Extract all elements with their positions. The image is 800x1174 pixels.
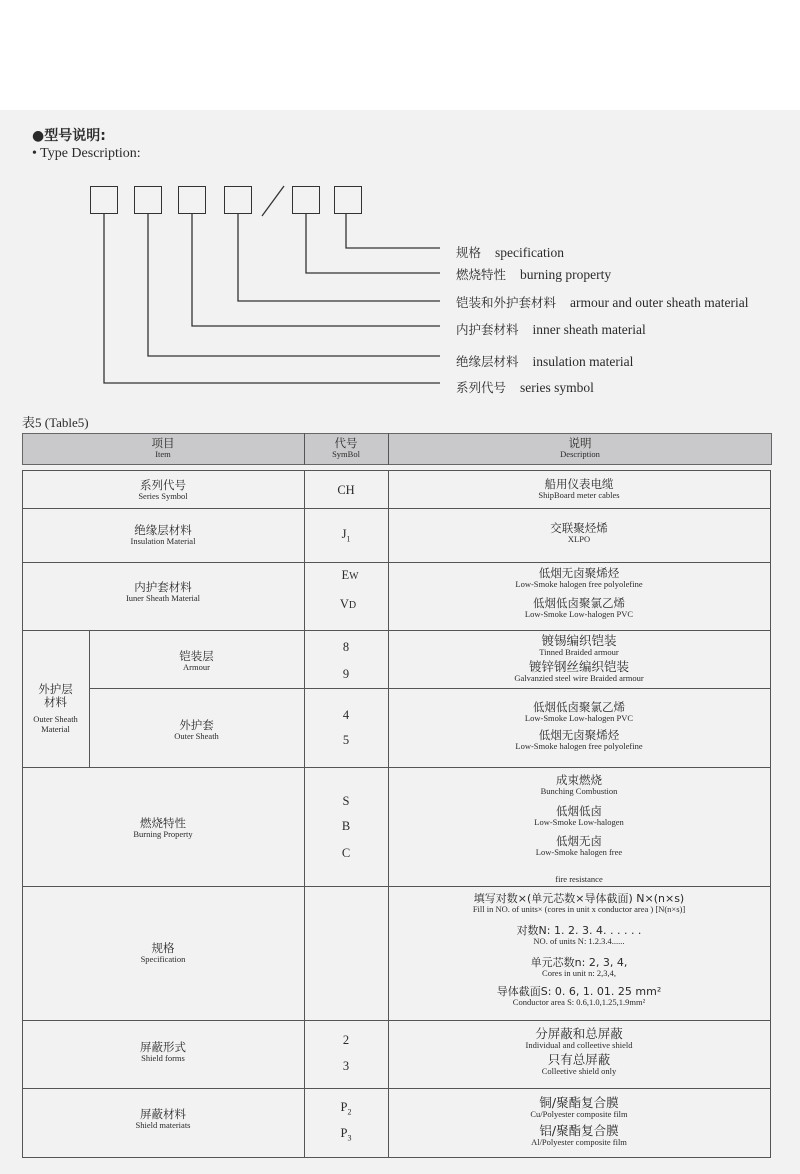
row-burning-desc-2: 低烟低卤 Low-Smoke Low-halogen	[534, 804, 624, 827]
row-spec-item: 规格 Specification	[140, 941, 186, 965]
row-burning-desc-3: 低烟无卤 Low-Smoke halogen free	[535, 834, 623, 857]
header-item: 项目 Item	[151, 436, 175, 460]
row-series-desc: 船用仪表电缆 ShipBoard meter cables	[538, 477, 620, 500]
row-spec-line-1: 填写对数×(单元芯数×导体截面) N×(n×s) Fill in NO. of units× (cores in unit x conductor area ) [N(n×s)]	[472, 892, 686, 915]
row-sheath-item: 外护套 Outer Sheath	[174, 718, 219, 742]
row-insulation-desc: 交联聚烃烯 XLPO	[550, 521, 608, 544]
diagram-label-insulation: 绝缘层材料 insulation material	[456, 354, 634, 369]
row-inner-item: 内护套材料 Iuner Sheath Material	[125, 580, 201, 604]
row-inner-symbol-1: EW	[341, 568, 359, 582]
heading-en: • Type Description:	[32, 146, 141, 161]
header-symbol: 代号 SymBol	[332, 436, 360, 460]
row-sheath-desc-2: 低烟无卤聚烯烃 Low-Smoke halogen free polyolefine	[515, 728, 643, 751]
diagram-label-burning: 燃烧特性 burning property	[456, 267, 612, 282]
row-shield-mat-desc-2: 铝/聚酯复合膜 Al/Polyester composite film	[531, 1123, 627, 1147]
row-inner-desc-1: 低烟无卤聚烯烃 Low-Smoke halogen free polyolefine	[515, 566, 643, 589]
row-armour-item: 铠装层 Armour	[179, 649, 214, 673]
diagram-label-armour: 铠装和外护套材料 armour and outer sheath material	[456, 295, 749, 310]
row-shield-form-desc-2: 只有总屏蔽 Colleetive shield only	[541, 1052, 617, 1076]
row-inner-desc-2: 低烟低卤聚氯乙烯 Low-Smoke Low-halogen PVC	[524, 596, 634, 619]
row-burning-symbol-s: S	[342, 794, 350, 808]
row-shield-mat-item: 屏蔽材料 Shield materiats	[135, 1107, 191, 1131]
row-insulation-item: 绝缘层材料 Insulation Material	[130, 523, 196, 547]
row-spec-line-2: 对数N: 1. 2. 3. 4. . . . . . NO. of units N: 1.2.3.4......	[516, 924, 642, 947]
row-insulation-symbol: $J_1$	[341, 527, 351, 544]
row-shield-mat-symbol-2: $P_3$	[340, 1126, 352, 1143]
row-shield-form-desc-1: 分屏蔽和总屏蔽 Individual and colleetive shield	[525, 1026, 633, 1050]
row-shield-form-symbol-2: 3	[342, 1059, 350, 1073]
row-burning-item: 燃烧特性 Burning Property	[133, 816, 193, 840]
row-sheath-symbol-1: 4	[342, 708, 350, 722]
diagram-label-series: 系列代号 series symbol	[456, 380, 594, 395]
table-caption: 表5 (Table5)	[22, 415, 89, 430]
row-armour-symbol-2: 9	[342, 667, 350, 681]
row-burning-desc-4: fire resistance	[555, 874, 603, 884]
outer-group-label: 外护层 材料 Outer Sheath Material	[33, 682, 78, 735]
row-armour-symbol-1: 8	[342, 640, 350, 654]
row-series-item: 系列代号 Series Symbol	[138, 478, 188, 502]
row-shield-mat-desc-1: 铜/聚酯复合膜 Cu/Polyester composite film	[530, 1095, 628, 1119]
row-shield-form-item: 屏蔽形式 Shield forms	[140, 1040, 186, 1064]
row-armour-desc-2: 镀锌钢丝编织铠装 Galvanzied steel wire Braided armour	[514, 659, 644, 683]
diagram-lines	[0, 0, 800, 420]
header-description: 说明 Description	[560, 436, 600, 460]
row-burning-symbol-c: C	[341, 846, 351, 860]
row-sheath-desc-1: 低烟低卤聚氯乙烯 Low-Smoke Low-halogen PVC	[524, 700, 634, 723]
diagram-label-inner-sheath: 内护套材料 inner sheath material	[456, 322, 646, 337]
code-box-5	[292, 186, 320, 214]
row-shield-mat-symbol-1: $P_2$	[340, 1100, 352, 1117]
table-border-right	[770, 470, 771, 1158]
row-inner-symbol-2: VD	[339, 597, 357, 611]
heading-zh: ●型号说明:	[32, 128, 106, 144]
row-burning-symbol-b: B	[341, 819, 351, 833]
row-shield-form-symbol-1: 2	[342, 1033, 350, 1047]
row-armour-desc-1: 镀锡编织铠装 Tinned Braided armour	[539, 633, 619, 657]
row-burning-desc-1: 成束燃烧 Bunching Combustion	[540, 773, 618, 796]
diagram-label-specification: 规格 specification	[456, 245, 564, 260]
row-series-symbol: CH	[337, 483, 355, 497]
row-spec-line-4: 导体截面S: 0. 6, 1. 01. 25 mm² Conductor area S: 0.6,1.0,1.25,1.9mm²	[496, 985, 662, 1008]
row-spec-line-3: 单元芯数n: 2, 3, 4, Cores in unit n: 2,3,4,	[530, 956, 628, 979]
code-box-6	[334, 186, 362, 214]
row-sheath-symbol-2: 5	[342, 733, 350, 747]
